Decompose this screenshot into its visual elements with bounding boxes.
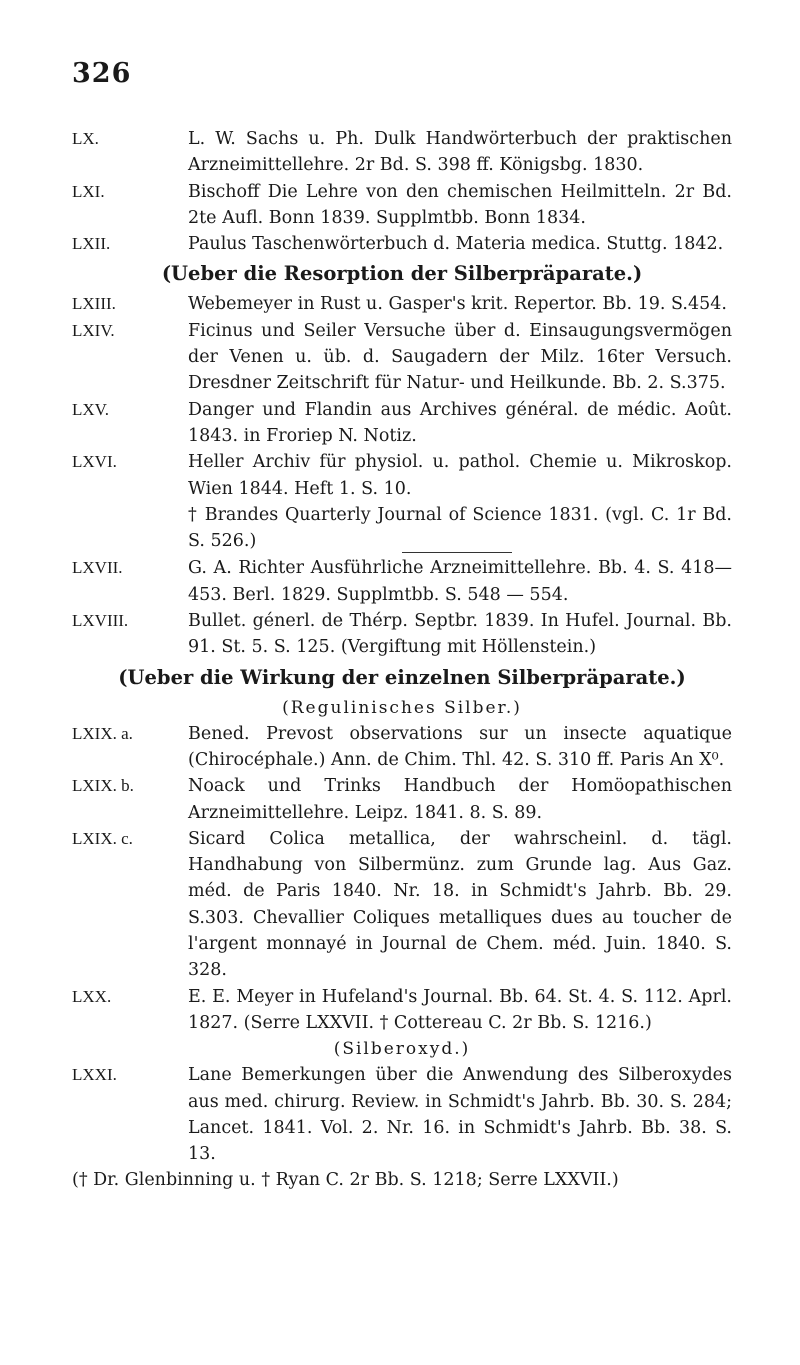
entry-text: Lane Bemerkungen über die Anwendung des Silberoxydes aus med. chirurg. Review. in Schmidt's Jahrb. Bb. 30. S. 284; Lancet. 1841. Vol. 2. Nr. 16. in Schmidt's Jahrb. Bb. 38. S. 13. bbox=[188, 1065, 732, 1165]
bib-entry bbox=[72, 555, 732, 608]
bib-entry bbox=[72, 449, 732, 502]
entry-text: Ficinus und Seiler Versuche über d. Einsaugungsvermögen der Venen u. üb. d. Saugadern der Milz. 16ter Versuch. Dresdner Zeitschrift für Natur- und Heilkunde. Bb. 2. S.375. bbox=[188, 320, 732, 394]
entry-text: Sicard Colica metallica, der wahrscheinl. d. tägl. Handhabung von Silbermünz. zum Grunde lag. Aus Gaz. méd. de Paris 1840. Nr. 18. in Schmidt's Jahrb. Bb. 29. S.303. Chevallier Coliques metalliques dues au toucher de l'argent monnayé in Journal de Chem. méd. Juin. 1840. S. 328. bbox=[188, 828, 732, 981]
entry-label: LXII. bbox=[72, 234, 111, 254]
entry-label: LXV. bbox=[72, 399, 109, 419]
entry-label: LXIV. bbox=[72, 320, 115, 340]
bibliography-content bbox=[72, 126, 732, 1194]
entry-text: Paulus Taschenwörterbuch d. Materia medica. Stuttg. 1842. bbox=[188, 234, 724, 255]
bib-entry bbox=[72, 608, 732, 661]
section-heading-wirkung: (Ueber die Wirkung der einzelnen Silberpräparate.) bbox=[118, 665, 686, 689]
entry-label: LXVIII. bbox=[72, 611, 129, 631]
entry-text: Danger und Flandin aus Archives général. de médic. Août. 1843. in Froriep N. Notiz. bbox=[188, 399, 732, 446]
bib-entry bbox=[72, 397, 732, 450]
entry-label: LXVI. bbox=[72, 452, 117, 472]
bib-entry bbox=[72, 318, 732, 397]
section-heading-resorption: (Ueber die Resorption der Silberpräparate.) bbox=[161, 262, 643, 286]
entry-text: Bischoff Die Lehre von den chemischen Heilmitteln. 2r Bd. 2te Aufl. Bonn 1839. Supplmtbb. Bonn 1834. bbox=[188, 181, 732, 228]
bib-entry bbox=[72, 984, 732, 1037]
entry-text: Bened. Prevost observations sur un insecte aquatique (Chirocéphale.) Ann. de Chim. Thl. 42. S. 310 ff. Paris An X⁰. bbox=[188, 723, 732, 770]
bib-entry bbox=[72, 773, 732, 826]
entry-label: LXXI. bbox=[72, 1065, 117, 1085]
entry-text: L. W. Sachs u. Ph. Dulk Handwörterbuch der praktischen Arzneimittellehre. 2r Bd. S. 398 ff. Königsbg. 1830. bbox=[188, 129, 732, 176]
footnote-brandes: † Brandes Quarterly Journal of Science 1831. (vgl. C. 1r Bd. S. 526.) bbox=[188, 504, 732, 552]
bib-entry bbox=[72, 826, 732, 984]
footnote-glenbinning: († Dr. Glenbinning u. † Ryan C. 2r Bb. S. 1218; Serre LXXVII.) bbox=[72, 1170, 619, 1191]
bib-entry bbox=[72, 291, 732, 317]
bib-entry bbox=[72, 1062, 732, 1167]
page-number: 326 bbox=[72, 58, 132, 89]
bib-entry bbox=[72, 179, 732, 232]
entry-text: Webemeyer in Rust u. Gasper's krit. Repertor. Bb. 19. S.454. bbox=[188, 294, 727, 315]
entry-label: LXI. bbox=[72, 181, 105, 201]
entry-label: LXIX. b. bbox=[72, 776, 134, 796]
entry-label: LXX. bbox=[72, 986, 112, 1006]
entry-text: G. A. Richter Ausführliche Arzneimittellehre. Bb. 4. S. 418—453. Berl. 1829. Supplmtbb. S. 548 — 554. bbox=[188, 558, 732, 605]
bib-entry bbox=[72, 126, 732, 179]
bib-entry bbox=[72, 721, 732, 774]
subheading-regulinisches-silber: (Regulinisches Silber.) bbox=[282, 697, 522, 718]
entry-label: LXIX. c. bbox=[72, 828, 133, 848]
entry-text: Noack und Trinks Handbuch der Homöopathischen Arzneimittellehre. Leipz. 1841. 8. S. 89. bbox=[188, 776, 732, 823]
separator-rule bbox=[402, 552, 512, 553]
entry-label: LXIII. bbox=[72, 294, 116, 314]
bib-entry bbox=[72, 231, 732, 257]
entry-text: Bullet. génerl. de Thérp. Septbr. 1839. In Hufel. Journal. Bb. 91. St. 5. S. 125. (Vergiftung mit Höllenstein.) bbox=[188, 611, 732, 658]
subheading-silberoxyd: (Silberoxyd.) bbox=[333, 1039, 471, 1060]
entry-label: LXIX. a. bbox=[72, 723, 133, 743]
entry-text: E. E. Meyer in Hufeland's Journal. Bb. 64. St. 4. S. 112. Aprl. 1827. (Serre LXXVII. † Cottereau C. 2r Bb. S. 1216.) bbox=[188, 986, 732, 1033]
entry-label: LX. bbox=[72, 129, 99, 148]
entry-label: LXVII. bbox=[72, 558, 123, 578]
entry-text: Heller Archiv für physiol. u. pathol. Chemie u. Mikroskop. Wien 1844. Heft 1. S. 10. bbox=[188, 452, 732, 499]
